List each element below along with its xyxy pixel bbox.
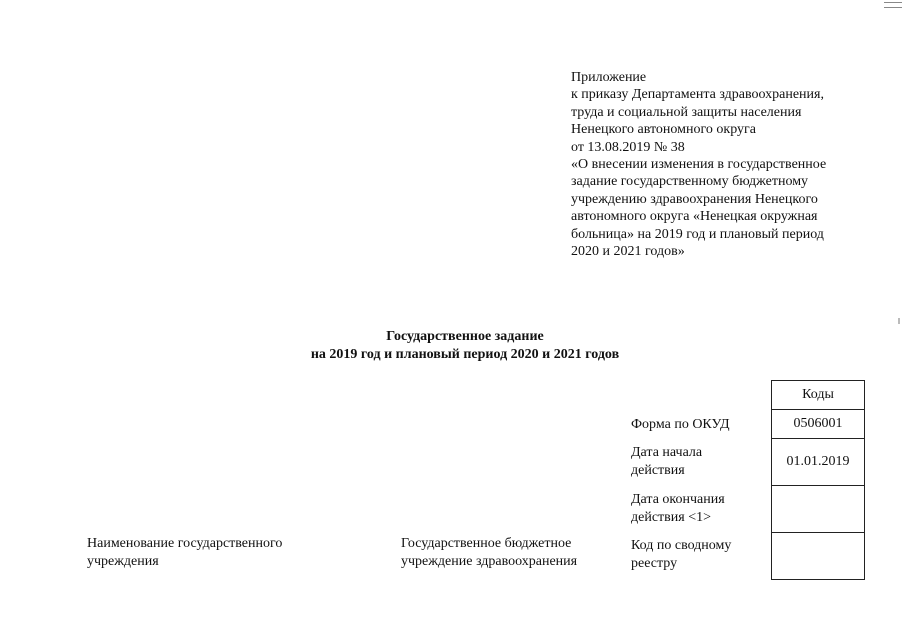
end-date-label-line-2: действия <1> (631, 510, 711, 525)
title-line-2: на 2019 год и плановый период 2020 и 2021 годов (310, 347, 620, 362)
appendix-line: к приказу Департамента здравоохранения, (571, 87, 824, 103)
start-date-row (772, 439, 865, 486)
end-date-label (631, 491, 725, 527)
codes-header-row (772, 381, 865, 410)
document-title (250, 328, 680, 364)
registry-code-row (772, 533, 865, 580)
registry-code-label-line-2: реестру (631, 556, 678, 571)
appendix-line: «О внесении изменения в государственное (571, 157, 827, 173)
okud-value: 0506001 (772, 410, 865, 439)
institution-name-value (401, 535, 577, 571)
appendix-line: Приложение (571, 70, 647, 85)
appendix-line: автономного округа «Ненецкая окружная (571, 209, 818, 225)
title-line-1: Государственное задание (386, 329, 544, 344)
end-date-row (772, 486, 865, 533)
start-date-label-line-2: действия (631, 463, 685, 478)
institution-name-label-line-1: Наименование государственного (87, 536, 283, 551)
okud-label: Форма по ОКУД (631, 417, 730, 432)
appendix-line: 2020 и 2021 годов» (571, 244, 685, 260)
registry-code-value (772, 533, 865, 580)
start-date-label (631, 444, 702, 480)
start-date-value: 01.01.2019 (772, 439, 865, 486)
appendix-line: от 13.08.2019 № 38 (571, 139, 685, 155)
scan-edge-mark (898, 318, 900, 324)
appendix-line: учреждению здравоохранения Ненецкого (571, 191, 818, 207)
scan-corner-mark (884, 2, 902, 8)
codes-header: Коды (772, 381, 865, 410)
appendix-line: больница» на 2019 год и плановый период (571, 226, 824, 242)
institution-name-value-line-1: Государственное бюджетное (401, 536, 572, 551)
appendix-line: задание государственному бюджетному (571, 174, 809, 190)
appendix-block (571, 69, 871, 260)
registry-code-label (631, 537, 731, 573)
okud-row (772, 410, 865, 439)
institution-name-label (87, 535, 282, 571)
end-date-value (772, 486, 865, 533)
appendix-line: труда и социальной защиты населения (571, 104, 802, 120)
institution-name-label-line-2: учреждения (87, 554, 159, 569)
registry-code-label-line-1: Код по сводному (631, 538, 732, 553)
start-date-label-line-1: Дата начала (631, 445, 703, 460)
end-date-label-line-1: Дата окончания (631, 492, 725, 507)
codes-table (771, 380, 865, 580)
appendix-line: Ненецкого автономного округа (571, 122, 756, 138)
institution-name-value-line-2: учреждение здравоохранения (401, 554, 578, 569)
